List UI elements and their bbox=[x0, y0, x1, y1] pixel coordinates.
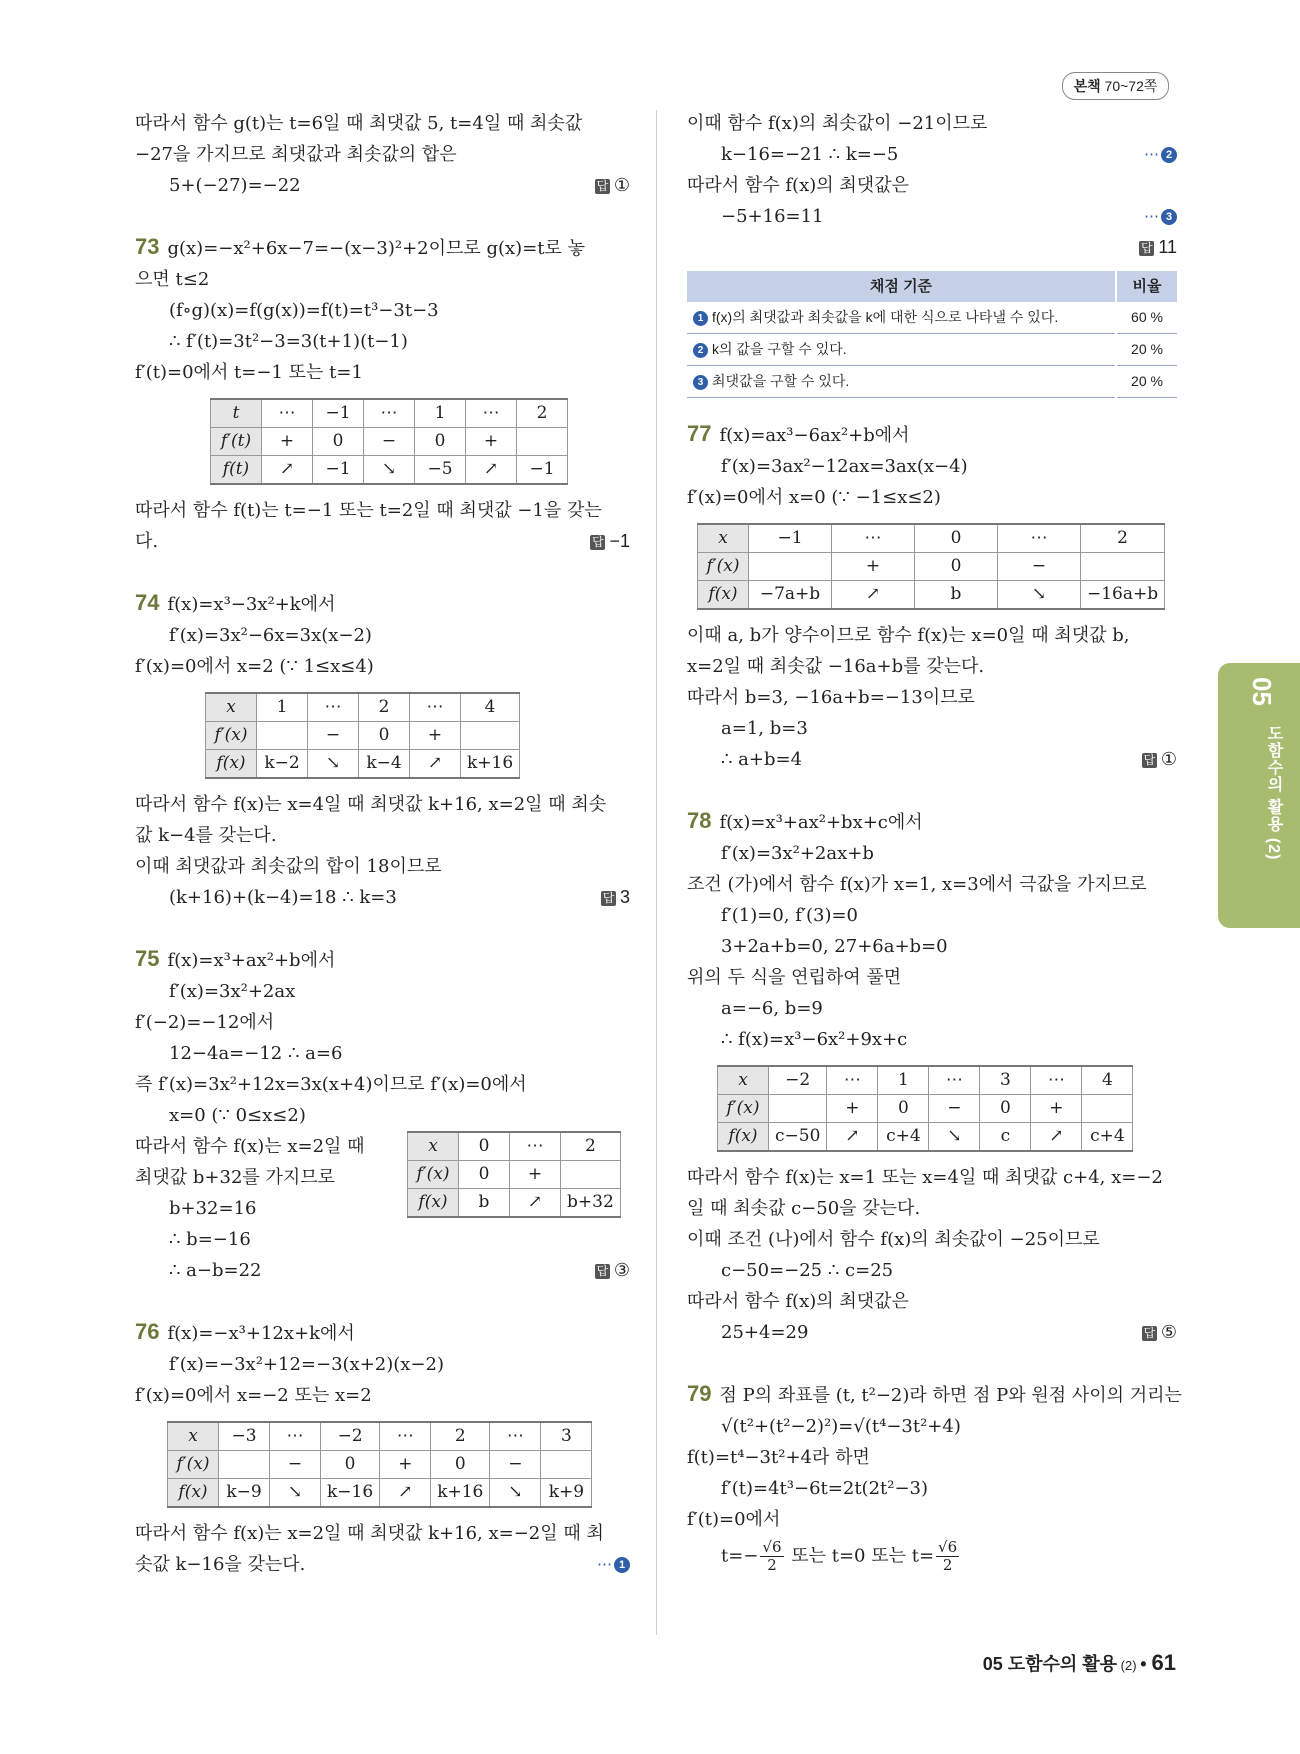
table-row: f′(x) 0 + bbox=[408, 1161, 621, 1189]
problem-78-line: 78 f(x)=x³+ax²+bx+c에서 bbox=[687, 808, 923, 833]
table-row: f′(x) + 0 − bbox=[698, 553, 1165, 581]
answer: 답 ① bbox=[1143, 749, 1177, 769]
column-divider bbox=[656, 110, 657, 1635]
text-line: −27을 가지므로 최댓값과 최솟값의 합은 bbox=[135, 144, 457, 165]
text-line: f′(x)=3x²+2ax bbox=[169, 981, 296, 1002]
text-line: 으면 t≤2 bbox=[135, 269, 210, 290]
step-marker: ⋯ 2 bbox=[1144, 139, 1177, 170]
step-number-icon: 3 bbox=[1161, 209, 1177, 225]
answer-icon: 답 bbox=[602, 890, 615, 905]
text-line: 다. bbox=[135, 531, 159, 552]
text-line: 이때 함수 f(x)의 최솟값이 −21이므로 bbox=[687, 113, 988, 134]
table-row: x −1 ⋯ 0 ⋯ 2 bbox=[698, 524, 1165, 553]
problem-number: 74 bbox=[135, 590, 160, 615]
right-column bbox=[687, 108, 1182, 1574]
step-marker: ⋯ 3 bbox=[1144, 201, 1177, 232]
text-line: f′(x)=0에서 x=0 (∵ −1≤x≤2) bbox=[687, 487, 941, 508]
text-line: 조건 (가)에서 함수 f(x)가 x=1, x=3에서 극값을 가지므로 bbox=[687, 874, 1147, 895]
text-line: 3+2a+b=0, 27+6a+b=0 bbox=[721, 936, 948, 957]
text-line: f′(x)=3x²−6x=3x(x−2) bbox=[169, 625, 372, 646]
text-line: 최댓값 b+32를 가지므로 bbox=[135, 1167, 336, 1188]
variation-table bbox=[167, 1421, 592, 1508]
variation-table bbox=[205, 692, 520, 779]
text-line: b+32=16 bbox=[169, 1198, 257, 1219]
step-number-icon: 3 bbox=[693, 375, 708, 390]
answer-icon: 답 bbox=[592, 534, 604, 549]
text-line: 값 k−4를 갖는다. bbox=[135, 825, 277, 846]
table-row: f(x) c−50 ↗ c+4 ↘ c ↗ c+4 bbox=[718, 1123, 1133, 1152]
problem-79-line: 79 점 P의 좌표를 (t, t²−2)라 하면 점 P와 원점 사이의 거리는 bbox=[687, 1381, 1182, 1406]
text-line: f′(t)=0에서 bbox=[687, 1509, 781, 1530]
answer-icon: 답 bbox=[1143, 1325, 1156, 1340]
text-line: ∴ f′(t)=3t²−3=3(t+1)(t−1) bbox=[169, 331, 408, 352]
text-line: f′(−2)=−12에서 bbox=[135, 1012, 275, 1033]
text-line: −5+16=11 bbox=[721, 206, 824, 227]
table-row: f(x) k−9 ↘ k−16 ↗ k+16 ↘ k+9 bbox=[168, 1479, 592, 1508]
text-line: 25+4=29 bbox=[721, 1322, 809, 1343]
answer-icon: 답 bbox=[1143, 752, 1156, 767]
text-line: f′(t)=4t³−6t=2t(2t²−3) bbox=[721, 1478, 929, 1499]
table-row: 2 k의 값을 구할 수 있다. 20 % bbox=[687, 334, 1177, 366]
text-line: 따라서 함수 f(x)는 x=2일 때 최댓값 k+16, x=−2일 때 최 bbox=[135, 1523, 604, 1544]
problem-number: 73 bbox=[135, 234, 160, 259]
text-line: 이때 조건 (나)에서 함수 f(x)의 최솟값이 −25이므로 bbox=[687, 1229, 1100, 1250]
answer-icon: 답 bbox=[596, 1263, 609, 1278]
table-row: x −2 ⋯ 1 ⋯ 3 ⋯ 4 bbox=[718, 1066, 1133, 1095]
text-line: 5+(−27)=−22 bbox=[169, 175, 301, 196]
text-line: (k+16)+(k−4)=18 ∴ k=3 bbox=[169, 887, 397, 908]
text-line: ∴ a+b=4 bbox=[721, 749, 803, 770]
text-line: 따라서 함수 f(x)의 최댓값은 bbox=[687, 175, 909, 196]
text-line: 따라서 함수 f(x)는 x=1 또는 x=4일 때 최댓값 c+4, x=−2 bbox=[687, 1167, 1163, 1188]
text-line: ∴ f(x)=x³−6x²+9x+c bbox=[721, 1029, 908, 1050]
page-number: 61 bbox=[1151, 1650, 1176, 1675]
text-line: √(t²+(t²−2)²)=√(t⁴−3t²+4) bbox=[721, 1416, 961, 1437]
answer: 답 ⑤ bbox=[1143, 1322, 1177, 1342]
scoring-criteria-table bbox=[687, 271, 1177, 398]
text-line: x=0 (∵ 0≤x≤2) bbox=[169, 1105, 306, 1126]
table-row: 3 최댓값을 구할 수 있다. 20 % bbox=[687, 366, 1177, 398]
variation-table bbox=[717, 1065, 1133, 1152]
table-row: x 0 ⋯ 2 bbox=[408, 1132, 621, 1161]
table-row: t ⋯ −1 ⋯ 1 ⋯ 2 bbox=[211, 399, 568, 428]
text-line: 위의 두 식을 연립하여 풀면 bbox=[687, 967, 902, 988]
problem-73-line: 73 g(x)=−x²+6x−7=−(x−3)²+2이므로 g(x)=t로 놓 bbox=[135, 234, 586, 259]
table-row: x 1 ⋯ 2 ⋯ 4 bbox=[206, 693, 520, 722]
text-line: k−16=−21 ∴ k=−5 bbox=[721, 144, 899, 165]
chapter-side-tab bbox=[1218, 663, 1300, 928]
table-row: f′(x) + 0 − 0 + bbox=[718, 1095, 1133, 1123]
text-line: c−50=−25 ∴ c=25 bbox=[721, 1260, 894, 1281]
step-number-icon: 1 bbox=[693, 311, 708, 326]
chapter-title: 도함수의 활용 (2) bbox=[1265, 725, 1282, 861]
text-line: f′(1)=0, f′(3)=0 bbox=[721, 905, 859, 926]
text-line: f′(x)=3x²+2ax+b bbox=[721, 843, 874, 864]
text-line: f′(x)=−3x²+12=−3(x+2)(x−2) bbox=[169, 1354, 444, 1375]
answer: 답 3 bbox=[602, 887, 630, 907]
problem-number: 75 bbox=[135, 946, 160, 971]
text-line: 일 때 최솟값 c−50을 갖는다. bbox=[687, 1198, 921, 1219]
text-line: f′(x)=0에서 x=−2 또는 x=2 bbox=[135, 1385, 372, 1406]
left-column bbox=[135, 108, 630, 1580]
table-row: f(x) −7a+b ↗ b ↘ −16a+b bbox=[698, 581, 1165, 610]
fraction: $\frac{√6}{2}$ bbox=[938, 1538, 958, 1574]
chapter-number: 05 bbox=[1247, 677, 1277, 706]
text-line: 따라서 함수 f(x)는 x=4일 때 최댓값 k+16, x=2일 때 최솟 bbox=[135, 794, 607, 815]
variation-table bbox=[210, 398, 568, 485]
chapter-label: 05 도함수의 활용 bbox=[982, 1654, 1118, 1674]
text-line: ∴ b=−16 bbox=[169, 1229, 251, 1250]
text-line: ∴ a−b=22 bbox=[169, 1260, 262, 1281]
problem-number: 79 bbox=[687, 1381, 712, 1406]
step-number-icon: 2 bbox=[693, 343, 708, 358]
table-row: f(x) b ↗ b+32 bbox=[408, 1189, 621, 1218]
variation-table bbox=[697, 523, 1165, 610]
text-line: 12−4a=−12 ∴ a=6 bbox=[169, 1043, 343, 1064]
table-row: 1 f(x)의 최댓값과 최솟값을 k에 대한 식으로 나타낼 수 있다. 60 % bbox=[687, 302, 1177, 334]
table-row: 채점 기준 비율 bbox=[687, 271, 1177, 302]
text-line: f′(t)=0에서 t=−1 또는 t=1 bbox=[135, 362, 363, 383]
table-row: f′(x) − 0 + bbox=[206, 722, 520, 750]
step-number-icon: 2 bbox=[1161, 147, 1177, 163]
text-line: 즉 f′(x)=3x²+12x=3x(x+4)이므로 f′(x)=0에서 bbox=[135, 1074, 527, 1095]
problem-75-line: 75 f(x)=x³+ax²+b에서 bbox=[135, 946, 336, 971]
text-line: t=− $\frac{√6}{2}$ 또는 t=0 또는 t= $\frac{√6}{2}$ bbox=[721, 1538, 958, 1574]
text-line: 따라서 b=3, −16a+b=−13이므로 bbox=[687, 687, 975, 708]
text-line: 따라서 함수 f(x)의 최댓값은 bbox=[687, 1291, 909, 1312]
text-line: 따라서 함수 f(x)는 x=2일 때 bbox=[135, 1136, 365, 1157]
problem-number: 77 bbox=[687, 421, 712, 446]
text-line: f′(x)=0에서 x=2 (∵ 1≤x≤4) bbox=[135, 656, 374, 677]
text-line: (f∘g)(x)=f(g(x))=f(t)=t³−3t−3 bbox=[169, 300, 439, 321]
answer: 답 −1 bbox=[592, 531, 630, 551]
answer: 답 ① bbox=[596, 175, 630, 195]
table-row: f′(x) − 0 + 0 − bbox=[168, 1451, 592, 1479]
text-line: f(t)=t⁴−3t²+4라 하면 bbox=[687, 1447, 870, 1468]
text-line: a=−6, b=9 bbox=[721, 998, 823, 1019]
text-line: 이때 최댓값과 최솟값의 합이 18이므로 bbox=[135, 856, 442, 877]
step-marker: ⋯ 1 bbox=[597, 1549, 630, 1580]
text-line: a=1, b=3 bbox=[721, 718, 808, 739]
text-line: 따라서 함수 f(t)는 t=−1 또는 t=2일 때 최댓값 −1을 갖는 bbox=[135, 500, 602, 521]
text-line: f′(x)=3ax²−12ax=3ax(x−4) bbox=[721, 456, 968, 477]
page-range-badge: 본책 70~72쪽 bbox=[1062, 72, 1169, 100]
table-row: f(t) ↗ −1 ↘ −5 ↗ −1 bbox=[211, 456, 568, 485]
answer-icon: 답 bbox=[1141, 240, 1153, 255]
table-row: x −3 ⋯ −2 ⋯ 2 ⋯ 3 bbox=[168, 1422, 592, 1451]
table-row: f′(t) + 0 − 0 + bbox=[211, 428, 568, 456]
problem-number: 78 bbox=[687, 808, 712, 833]
text-line: 따라서 함수 g(t)는 t=6일 때 최댓값 5, t=4일 때 최솟값 bbox=[135, 113, 583, 134]
problem-76-line: 76 f(x)=−x³+12x+k에서 bbox=[135, 1319, 355, 1344]
fraction: $\frac{√6}{2}$ bbox=[762, 1538, 782, 1574]
answer: 답 ③ bbox=[596, 1260, 630, 1280]
step-number-icon: 1 bbox=[614, 1557, 630, 1573]
text-line: x=2일 때 최솟값 −16a+b를 갖는다. bbox=[687, 656, 985, 677]
answer-icon: 답 bbox=[596, 178, 609, 193]
variation-table bbox=[407, 1131, 621, 1218]
table-row: f(x) k−2 ↘ k−4 ↗ k+16 bbox=[206, 750, 520, 779]
problem-74-line: 74 f(x)=x³−3x²+k에서 bbox=[135, 590, 336, 615]
problem-77-line: 77 f(x)=ax³−6ax²+b에서 bbox=[687, 421, 910, 446]
text-line: 이때 a, b가 양수이므로 함수 f(x)는 x=0일 때 최댓값 b, bbox=[687, 625, 1130, 646]
answer: 답 11 bbox=[1141, 237, 1177, 257]
problem-number: 76 bbox=[135, 1319, 160, 1344]
text-line: 솟값 k−16을 갖는다. bbox=[135, 1554, 306, 1575]
page-footer: 05 도함수의 활용 (2) • 61 bbox=[982, 1650, 1176, 1675]
